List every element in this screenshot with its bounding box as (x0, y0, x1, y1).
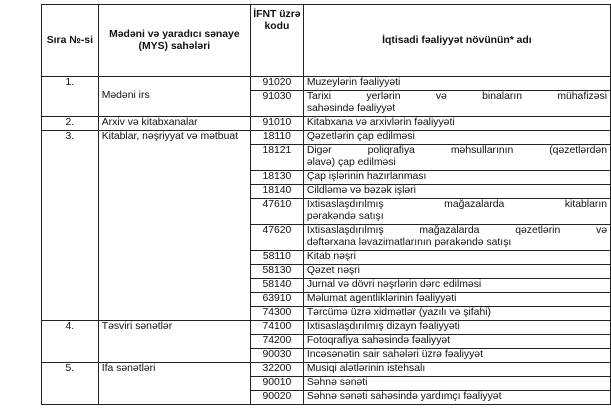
activity-description (303, 91, 610, 117)
description-line: Muzeylərin fəaliyyəti (306, 77, 401, 88)
sector-name: Arxiv və kitabxanalar (98, 117, 250, 131)
description-line: əlavə) çap edilməsi (306, 157, 396, 168)
description-line: pərakəndə satışı (306, 211, 384, 222)
ifnt-code: 18130 (250, 171, 303, 185)
table-row (42, 321, 611, 335)
activity-description (303, 391, 610, 405)
description-line: Cildləmə və bəzək işləri (306, 185, 416, 196)
description-line: Fotoqrafiya sahəsində fəaliyyət (306, 335, 451, 346)
ifnt-code: 74300 (250, 307, 303, 321)
activity-description (303, 225, 610, 251)
ifnt-code: 91010 (250, 117, 303, 131)
description-line: Məlumat agentliklərinin fəaliyyəti (306, 293, 457, 304)
description-line: Qəzet nəşri (306, 265, 360, 276)
ifnt-code: 74100 (250, 321, 303, 335)
activity-description (303, 77, 610, 91)
description-line: Qəzetlərin çap edilməsi (306, 131, 415, 142)
activity-description (303, 185, 610, 199)
description-line: Musiqi alətlərinin istehsalı (306, 363, 426, 374)
sector-name: Mədəni irs (98, 77, 250, 117)
description-line: İncəsənətin sair sahələri üzrə fəaliyyət (306, 349, 483, 360)
ifnt-code: 58140 (250, 279, 303, 293)
description-line: Tarixi yerlərin və binaların mühafizəsi (306, 91, 607, 102)
activity-description (303, 199, 610, 225)
ifnt-code: 74200 (250, 335, 303, 349)
activity-description (303, 321, 610, 335)
description-line: İxtisaslaşdırılmış dizayn fəaliyyəti (306, 321, 460, 332)
activity-description (303, 145, 610, 171)
activity-description (303, 335, 610, 349)
description-line: Tərcümə üzrə xidmətlər (yazılı və şifahi) (306, 307, 492, 318)
ifnt-code: 18140 (250, 185, 303, 199)
activity-description (303, 307, 610, 321)
row-number: 5. (42, 363, 99, 405)
activity-description (303, 265, 610, 279)
ifnt-code: 90010 (250, 377, 303, 391)
table-row (42, 131, 611, 145)
mys-classification-table (41, 4, 611, 405)
activity-description (303, 251, 610, 265)
description-line: Digər poliqrafiya məhsullarının (qəzetlərdən (306, 145, 607, 156)
activity-description (303, 171, 610, 185)
description-line: dəftərxana ləvazimatlarının pərakəndə satışı (306, 237, 512, 248)
header-sira: Sıra №-si (42, 5, 99, 77)
description-line: Çap işlərinin hazırlanması (306, 171, 427, 182)
description-line: sahəsində fəaliyyət (306, 103, 396, 114)
activity-description (303, 293, 610, 307)
ifnt-code: 18110 (250, 131, 303, 145)
ifnt-code: 90030 (250, 349, 303, 363)
activity-description (303, 279, 610, 293)
table-body (42, 77, 611, 405)
ifnt-code: 18121 (250, 145, 303, 171)
sector-name: Təsviri sənətlər (98, 321, 250, 363)
ifnt-code: 90020 (250, 391, 303, 405)
description-line: Səhnə sənəti sahəsində yardımçı fəaliyyət (306, 391, 502, 402)
ifnt-code: 63910 (250, 293, 303, 307)
row-number: 2. (42, 117, 99, 131)
description-line: Jurnal və dövri nəşrlərin dərc edilməsi (306, 279, 482, 290)
row-number: 1. (42, 77, 99, 117)
description-line: Kitabxana və arxivlərin fəaliyyəti (306, 117, 455, 128)
activity-description (303, 363, 610, 377)
description-line: İxtisaslaşdırılmış mağazalarda qəzetlərin və (306, 225, 607, 236)
ifnt-code: 91020 (250, 77, 303, 91)
activity-description (303, 117, 610, 131)
table-row (42, 363, 611, 377)
activity-description (303, 377, 610, 391)
ifnt-code: 91030 (250, 91, 303, 117)
description-line: Kitab nəşri (306, 251, 356, 262)
table-row (42, 117, 611, 131)
activity-description (303, 131, 610, 145)
header-ad: İqtisadi fəaliyyət növünün* adı (303, 5, 610, 77)
header-sahe: Mədəni və yaradıcı sənaye (MYS) sahələri (98, 5, 250, 77)
ifnt-code: 58110 (250, 251, 303, 265)
ifnt-code: 58130 (250, 265, 303, 279)
sector-name: Kitablar, nəşriyyat və mətbuat (98, 131, 250, 321)
activity-description (303, 349, 610, 363)
header-row (42, 5, 611, 77)
ifnt-code: 47610 (250, 199, 303, 225)
ifnt-code: 32200 (250, 363, 303, 377)
table-row (42, 77, 611, 91)
ifnt-code: 47620 (250, 225, 303, 251)
sector-name: İfa sənətləri (98, 363, 250, 405)
description-line: İxtisaslaşdırılmış mağazalarda kitabların (306, 199, 607, 210)
row-number: 4. (42, 321, 99, 363)
header-kod: İFNT üzrə kodu (250, 5, 303, 77)
description-line: Səhnə sənəti (306, 377, 368, 388)
row-number: 3. (42, 131, 99, 321)
